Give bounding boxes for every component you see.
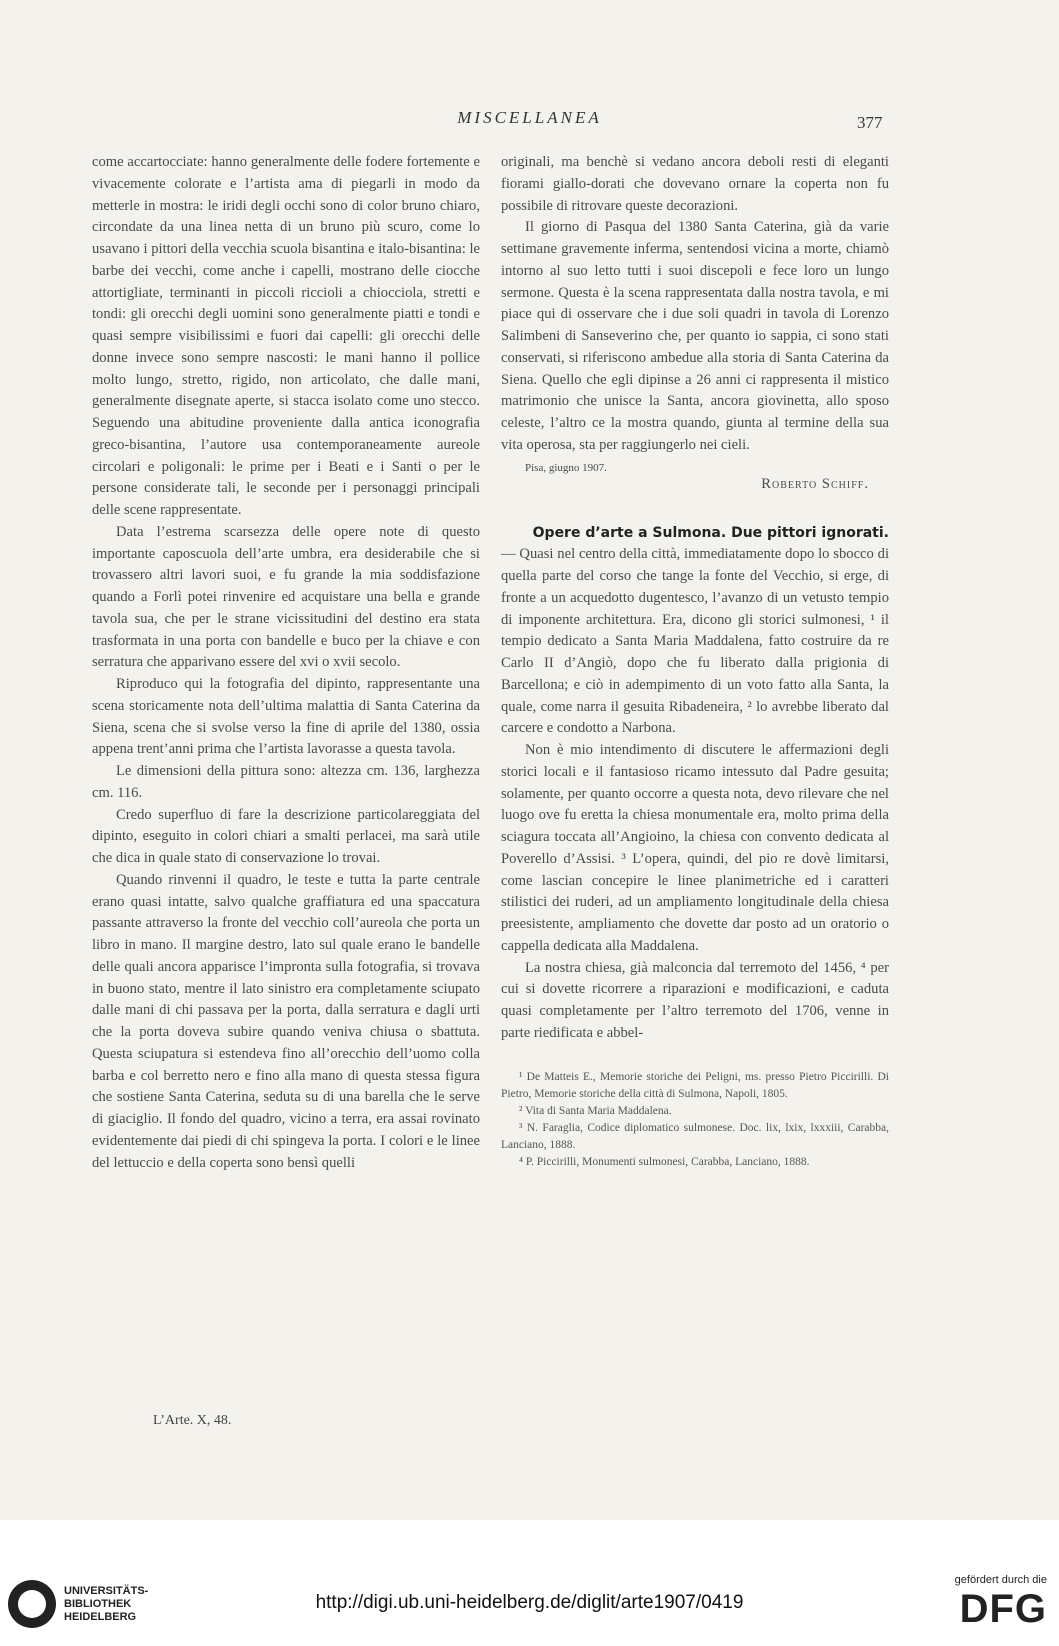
digitization-footer [0, 1520, 1059, 1646]
paragraph: — Quasi nel centro della città, immediatamente dopo lo sbocco di quella parte del corso che tange la fonte del Vecchio, si erge, di fronte a un acquedotto dugentesco, l’avanzo di un vetusto tempio di imponente architettura. Era, dicono gli storici sulmonesi, ¹ il tempio dedicato a Santa Maria Maddalena, fatto costruire da re Carlo II d’Angiò, dopo che fu liberato dalla prigionia di Barcellona; e ciò in adempimento di un voto fatto alla Santa, la quale, come narra il gesuita Ribadeneira, ² lo avrebbe liberato dal carcere e condotto a Narbona. [501, 546, 889, 737]
running-head: MISCELLANEA [457, 108, 602, 127]
left-column [92, 152, 480, 1174]
footnotes [501, 1069, 889, 1171]
footnote: ² Vita di Santa Maria Maddalena. [519, 1104, 672, 1117]
section-title: Opere d’arte a Sulmona. Due pittori ignorati. [532, 524, 889, 541]
right-column [501, 152, 889, 1171]
paragraph: Quando rinvenni il quadro, le teste e tutta la parte centrale erano quasi intatte, salvo qualche graffiatura ed una spaccatura passante attraverso la fronte del vecchio coll’aureola che porta un libro in mano. Il margine destro, lato sul quale erano le bandelle delle quali ancora apparisce l’impronta sulla fotografia, si trovava in buono stato, mentre il lato sinistro era completamente sciupato dalle mani di chi passava per la porta, dalla serratura e dagli urti che la porta doveva subire quando veniva chiusa o sbattuta. Questa sciupatura si estendeva fino all’orecchio dell’uomo colla barba e col berretto nero e fino alla mano di questa stessa figura che sostiene Santa Caterina, seduta su di una barella che le serve di giaciglio. Il fondo del quadro, vicino a terra, era assai rovinato evidentemente dai piedi di chi spingeva la porta. I colori e le linee del lettuccio e della coperta sono bensì quelli [92, 871, 480, 1171]
page-number: 377 [857, 113, 883, 132]
dfg-logo[interactable] [955, 1574, 1047, 1632]
paragraph: La nostra chiesa, già malconcia dal terremoto del 1456, ⁴ per cui si dovette ricorrere a riparazioni e modificazioni, e caduta quasi completamente per l’altro terremoto del 1706, venne in parte riedificata e abbel- [501, 959, 889, 1041]
library-name: UNIVERSITÄTS- BIBLIOTHEK HEIDELBERG [64, 1584, 149, 1623]
paragraph: Riproduco qui la fotografia del dipinto, rappresentante una scena storicamente nota dell’ultima malattia di Santa Caterina da Siena, scena che si svolse verso la fine di aprile del 1380, ossia appena trent’anni prima che l’artista lavorasse a questa tavola. [92, 676, 480, 758]
footnote: ¹ De Matteis E., Memorie storiche dei Peligni, ms. presso Pietro Piccirilli. Di Pietro, Memorie storiche della città di Sulmona, Napoli, 1805. [501, 1070, 889, 1100]
paragraph: Il giorno di Pasqua del 1380 Santa Caterina, già da varie settimane gravemente inferma, sentendosi vicina a morte, chiamò intorno al suo letto tutti i suoi discepoli e fece loro un lungo sermone. Questa è la scena rappresentata dalla nostra tavola, e mi piace qui di osservare che i due soli quadri in tavola di Lorenzo Salimbeni di Sanseverino che, per quanto io sappia, ci sono stati conservati, si riferiscono ambedue alla storia di Santa Caterina da Siena. Quello che egli dipinse a 26 anni ci rappresenta il mistico matrimonio che unisce la Santa, ancora giovinetta, allo sposo celeste, l’altro ce la mostra quando, giunta al termine della sua vita operosa, sta per raggiungerlo nei cieli. [501, 219, 889, 453]
paragraph: come accartocciate: hanno generalmente delle fodere fortemente e vivacemente colorate e l’artista ama di piegarli in modo da metterle in mostra: le iridi degli occhi sono di color bruno chiaro, circondate da una linea netta di un bruno più scuro, come lo usavano i pittori della vecchia scuola bisantina e italo-bisantina: le barbe dei vecchi, come anche i capelli, mostrano delle ciocche attortigliate, terminanti in piccoli riccioli a chiocciola, stretti e tondi: gli orecchi degli uomini sono generalmente piatti e tondi e quasi sempre visibilissimi e fuori dai capelli: gli orecchi delle donne invece sono sempre nascosti: le mani hanno il pollice molto lungo, stretto, rigido, non articolato, che dalle mani, generalmente disegnate aperte, si stacca isolato come uno stecco. Seguendo una abitudine proveniente dalla antica iconografia greco-bisantina, l’autore usa contemporaneamente aureole circolari e poligonali: le prime per i Beati e i Santi o per le persone considerate tali, le seconde per i personaggi principali delle scene rappresentate. [92, 154, 480, 518]
sheet-signature: L’Arte. X, 48. [153, 1413, 232, 1428]
paragraph: Le dimensioni della pittura sono: altezza cm. 136, larghezza cm. 116. [92, 763, 480, 801]
dfg-wordmark: DFG [959, 1587, 1047, 1631]
article-date: Pisa, giugno 1907. [525, 461, 607, 474]
paragraph: originali, ma benchè si vedano ancora deboli resti di eleganti fiorami giallo-dorati che dovevano ornare la coperta non fu possibile di ritrovare queste decorazioni. [501, 154, 889, 214]
funded-by-caption: gefördert durch die [954, 1574, 1047, 1586]
footnote: ³ N. Faraglia, Codice diplomatico sulmonese. Doc. lix, lxix, lxxxiii, Carabba, Lanciano, 1888. [501, 1121, 889, 1151]
permalink-url[interactable]: http://digi.ub.uni-heidelberg.de/diglit/arte1907/0419 [315, 1592, 744, 1613]
paragraph: Non è mio intendimento di discutere le affermazioni degli storici locali e il fantasioso ricamo intessuto dal Padre gesuita; solamente, per quanto occorre a questa nota, devo rilevare che nel luogo ove fu eretta la chiesa monumentale era, molto prima della sciagura toccata all’Angioino, la chiesa con convento dedicata al Poverello d’Assisi. ³ L’opera, quindi, del pio re dovè limitarsi, come lascian concepire le linee planimetriche ed i caratteri stilistici dei ruderi, ad un ampliamento longitudinale della chiesa preesistente, ampliamento che dovette dar posto ad un oratorio o cappella dedicata alla Maddalena. [501, 742, 889, 954]
paragraph: Credo superfluo di fare la descrizione particolareggiata del dipinto, eseguito in colori chiari a smalti perlacei, ma sarà utile che dica in quale stato di conservazione lo trovai. [92, 806, 480, 866]
footnote: ⁴ P. Piccirilli, Monumenti sulmonesi, Carabba, Lanciano, 1888. [519, 1155, 810, 1168]
article-author: Roberto Schiff. [761, 475, 869, 492]
paragraph: Data l’estrema scarsezza delle opere note di questo importante caposcuola dell’arte umbra, era desiderabile che si trovassero altri lavori suoi, e fu grande la mia soddisfazione quando a Forlì potei rinvenire ed acquistare una bella e grande tavola sua, che per le strane vicissitudini del destino era stata trasformata in una porta con bandelle e buco per la chiave e con serratura che apparivano essere del xvi o xvii secolo. [92, 523, 480, 671]
